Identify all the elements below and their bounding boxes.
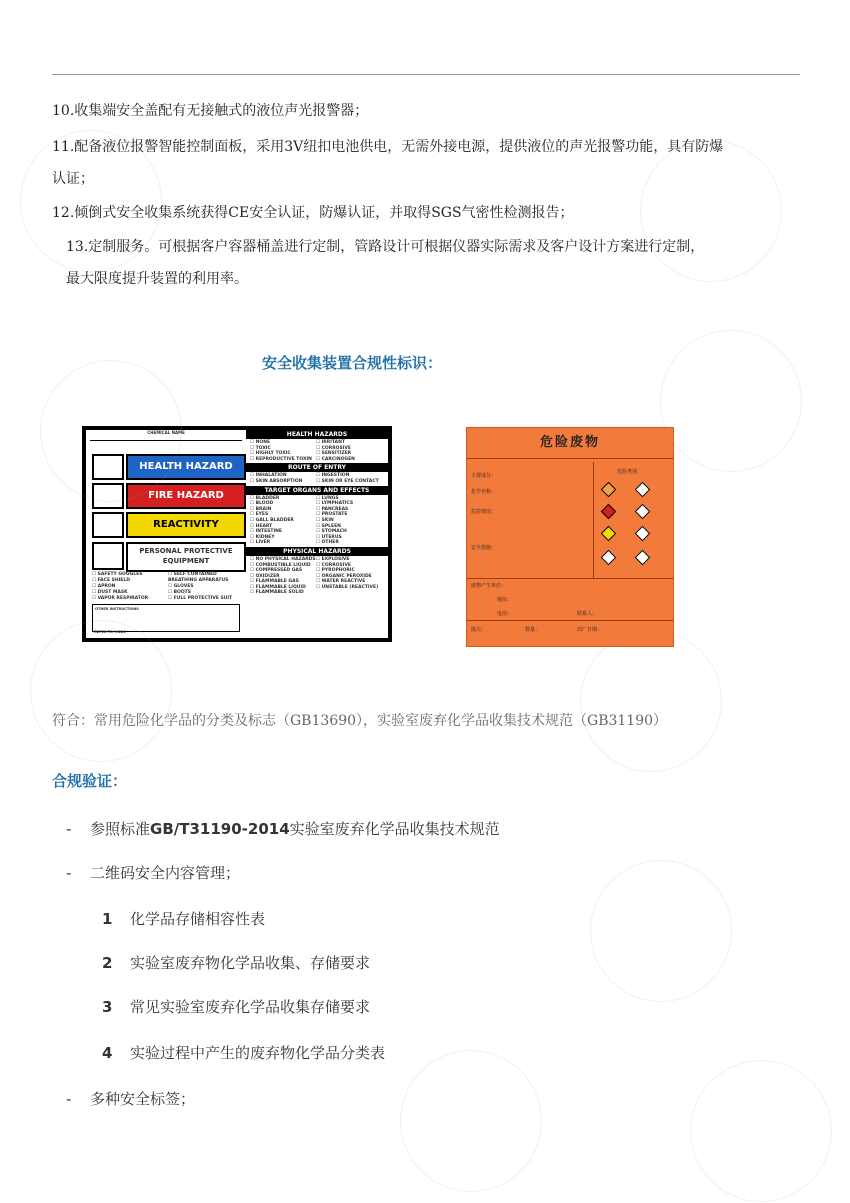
health-hazards-header: HEALTH HAZARDS [246, 430, 388, 439]
verify-item-standard [66, 818, 500, 839]
check-item: ☐ INTESTINE [250, 529, 283, 535]
watermark-circle [690, 1060, 832, 1202]
bullet-dash: - [66, 864, 72, 882]
address-field: 地址： [497, 597, 513, 603]
check-item: ☐ INHALATION [250, 473, 287, 479]
check-item: ☐ EXPLOSIVE [316, 556, 350, 562]
verify-title: 合规验证： [52, 772, 128, 790]
label-divider-vertical [593, 462, 594, 578]
check-item: ☐ UTERUS [316, 534, 342, 540]
safety-measures-field: 安全措施： [471, 545, 497, 551]
verify-item-qrcode [66, 862, 240, 883]
check-item: ☐ BRAIN [250, 506, 272, 512]
label-section-title: 安全收集装置合规性标识： [262, 354, 443, 372]
check-item: ☐ LUNGS [316, 495, 339, 501]
hazardous-waste-title: 危险废物 [467, 428, 673, 459]
explosive-icon [601, 482, 617, 498]
check-item: ☐ EYES [250, 512, 269, 518]
check-item: ☐ ORGANIC PEROXIDE [316, 573, 372, 579]
sub-item-1 [102, 908, 265, 929]
hazardous-waste-label [466, 427, 674, 647]
sub-item-number: 2 [102, 954, 113, 972]
main-component-field: 主要成分： [471, 473, 497, 479]
check-item: ☐ INGESTION [316, 473, 350, 479]
check-item: ☐ FLAMMABLE GAS [250, 579, 299, 585]
paragraph-12: 12.倾倒式安全收集系统获得CE安全认证，防爆认证，并取得SGS气密性检测报告； [52, 205, 574, 221]
check-item: ☐ LIVER [250, 540, 271, 546]
physical-list [246, 556, 388, 597]
check-item: ☐ BLADDER [250, 495, 280, 501]
other-instructions: OTHER INSTRUCTIONS [92, 604, 240, 632]
check-item: ☐ LYMPHATICS [316, 501, 354, 507]
check-item: ☐ SKIN OR EYE CONTACT [316, 478, 379, 484]
environment-icon [635, 550, 651, 566]
labels-text: 多种安全标签； [90, 1090, 196, 1108]
chemical-name-field: 化学名称： [471, 489, 497, 495]
check-item: ☐ NONE [250, 440, 271, 445]
check-item: ☐ GALL BLADDER [250, 517, 294, 523]
watermark-circle [400, 1050, 542, 1192]
sub-item-text: 实验室废弃物化学品收集、存储要求 [130, 954, 371, 972]
sub-item-4 [102, 1042, 385, 1063]
corrosive-icon [635, 526, 651, 542]
check-item: ☐ COMBUSTIBLE LIQUID [250, 562, 311, 568]
health-hazards-list [246, 439, 388, 463]
fire-hazard-label: FIRE HAZARD [126, 483, 246, 509]
reactivity-rating-box [92, 512, 124, 538]
compliance-text: 符合：常用危险化学品的分类及标志（GB13690），实验室废弃化学品收集技术规范（GB31190） [52, 713, 668, 729]
ppe-item: ☐ FACE SHIELD [92, 578, 130, 583]
check-item: ☐ IRRITANT [316, 440, 345, 445]
reactivity-label: REACTIVITY [126, 512, 246, 538]
check-item: ☐ CORROSIVE [316, 562, 351, 568]
check-item: ☐ FLAMMABLE LIQUID [250, 584, 306, 590]
check-item: ☐ SKIN [316, 517, 334, 523]
date-field: 出厂日期： [577, 627, 603, 633]
sub-item-number: 1 [102, 910, 113, 928]
top-divider [52, 74, 800, 75]
ppe-item: ☐ APRON [92, 584, 116, 589]
hazard-column [246, 430, 388, 597]
ppe-item: BREATHING APPARATUS [168, 578, 229, 583]
check-item: ☐ KIDNEY [250, 534, 275, 540]
check-item: ☐ PROSTATE [316, 512, 348, 518]
watermark-circle [660, 330, 802, 472]
check-item: ☐ UNSTABLE (REACTIVE) [316, 584, 379, 590]
producer-field: 废物产生单位： [471, 583, 507, 589]
check-item: ☐ HEART [250, 523, 273, 529]
watermark-circle [590, 860, 732, 1002]
hazard-category-field: 危险类别 [617, 469, 638, 475]
watermark-circle [640, 140, 782, 282]
chemical-name-caption: CHEMICAL NAME [147, 430, 185, 435]
ppe-item: ☐ SELF CONTAINED [168, 572, 217, 577]
check-item: ☐ SKIN ABSORPTION [250, 478, 303, 484]
refer-msds: REFER TO MSDS [94, 630, 126, 634]
check-item: ☐ OTHER [316, 540, 339, 546]
organs-header: TARGET ORGANS AND EFFECTS [246, 486, 388, 495]
check-item: ☐ OXIDIZER [250, 573, 280, 579]
contact-field: 联系人： [577, 611, 598, 617]
route-header: ROUTE OF ENTRY [246, 463, 388, 472]
check-item: ☐ WATER REACTIVE [316, 579, 366, 585]
toxic-icon [635, 504, 651, 520]
watermark-circle [580, 630, 722, 772]
ppe-item: ☐ DUST MASK [92, 590, 128, 595]
check-item: ☐ FLAMMABLE SOLID [250, 590, 304, 596]
check-item: ☐ STOMACH [316, 529, 347, 535]
check-item: ☐ NO PHYSICAL HAZARDS [250, 556, 316, 562]
sub-item-2 [102, 952, 370, 973]
ppe-rating-box [92, 542, 124, 570]
sub-item-3 [102, 996, 370, 1017]
watermark-circle [20, 130, 162, 272]
standard-code: GB/T31190-2014 [150, 820, 290, 838]
sub-item-number: 4 [102, 1044, 113, 1062]
sub-item-number: 3 [102, 998, 113, 1016]
gas-cylinder-icon [635, 482, 651, 498]
hazard-info-field: 危险情况： [471, 509, 497, 515]
organs-list [246, 495, 388, 547]
sub-item-text: 常见实验室废弃化学品收集存储要求 [130, 998, 371, 1016]
physical-header: PHYSICAL HAZARDS [246, 547, 388, 556]
bullet-dash: - [66, 820, 72, 838]
ppe-item: ☐ GLOVES [168, 584, 194, 589]
check-item: ☐ PYROPHORIC [316, 568, 355, 574]
watermark-circle [40, 360, 182, 502]
check-item: ☐ REPRODUCTIVE TOXIN [250, 456, 312, 462]
check-item: ☐ SPLEEN [316, 523, 341, 529]
flammable-icon [601, 504, 617, 520]
sub-item-text: 化学品存储相容性表 [130, 910, 266, 928]
paragraph-13-cont: 最大限度提升装置的利用率。 [66, 271, 248, 287]
verify-item-labels [66, 1088, 195, 1109]
sub-item-text: 实验过程中产生的废弃物化学品分类表 [130, 1044, 386, 1062]
check-item: ☐ CARCINOGEN [316, 456, 355, 462]
oxidizer-icon [601, 526, 617, 542]
label-divider-horizontal [467, 578, 673, 579]
standard-prefix: 参照标准 [90, 820, 151, 838]
bullet-dash: - [66, 1090, 72, 1108]
batch-field: 批次： [471, 627, 487, 633]
check-item: ☐ PANCREAS [316, 506, 349, 512]
irritant-icon [601, 550, 617, 566]
ppe-item: ☐ SAFETY GOGGLES [92, 572, 143, 577]
paragraph-11-cont: 认证； [52, 171, 94, 187]
ppe-list [92, 572, 246, 602]
paragraph-10: 10.收集端安全盖配有无接触式的液位声光报警器； [52, 103, 369, 119]
check-item: ☐ HIGHLY TOXIC [250, 451, 291, 457]
qrcode-text: 二维码安全内容管理； [90, 864, 241, 882]
health-hazard-label: HEALTH HAZARD [126, 454, 246, 480]
standard-name: 实验室废弃化学品收集技术规范 [289, 820, 500, 838]
paragraph-11: 11.配备液位报警智能控制面板，采用3V纽扣电池供电，无需外接电源，提供液位的声光报警功能，具有防爆 [52, 139, 724, 155]
route-list [246, 472, 388, 485]
ppe-label: PERSONAL PROTECTIVE EQUIPMENT [126, 542, 246, 572]
check-item: ☐ BLOOD [250, 501, 274, 507]
phone-field: 电话： [497, 611, 513, 617]
ppe-item: ☐ FULL PROTECTIVE SUIT [168, 596, 233, 601]
label-divider-horizontal [467, 620, 673, 621]
paragraph-13: 13.定制服务。可根据客户容器桶盖进行定制，管路设计可根据仪器实际需求及客户设计方案进行定制， [66, 239, 705, 255]
ppe-item: ☐ VAPOR RESPIRATOR [92, 596, 149, 601]
check-item: ☐ COMPRESSED GAS [250, 568, 303, 574]
ppe-item: ☐ BOOTS [168, 590, 191, 595]
check-item: ☐ TOXIC [250, 445, 271, 451]
check-item: ☐ SENSITIZER [316, 451, 352, 457]
quantity-field: 数量： [525, 627, 541, 633]
check-item: ☐ CORROSIVE [316, 445, 351, 451]
watermark-circle [30, 620, 172, 762]
